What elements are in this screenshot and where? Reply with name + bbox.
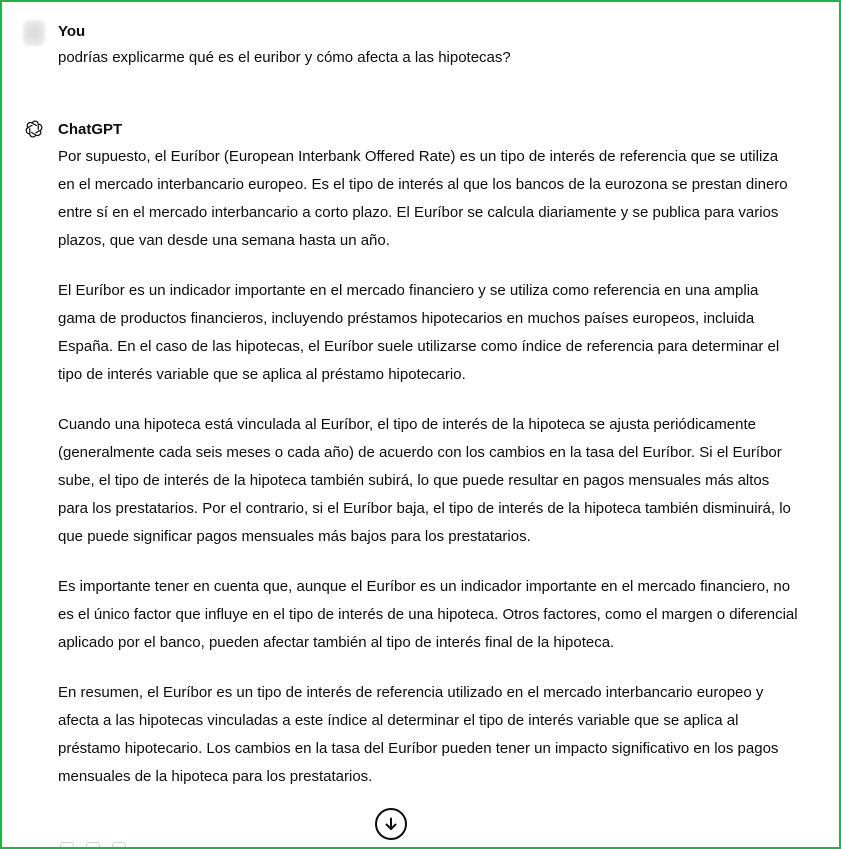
- copy-icon[interactable]: [86, 842, 100, 849]
- assistant-message-text: [58, 143, 798, 813]
- assistant-paragraph: Por supuesto, el Euríbor (European Interbank Offered Rate) es un tipo de interés de referencia que se utiliza en el mercado interbancario europeo. Es el tipo de interés al que los bancos de la eurozona se prestan dinero entre sí en el mercado interbancario a corto plazo. El Euríbor se calcula diariamente y se publica para varios plazos, que van desde una semana hasta un año.: [58, 148, 788, 249]
- user-author-name: You: [58, 23, 86, 40]
- assistant-author-name: ChatGPT: [58, 121, 123, 138]
- assistant-paragraph: El Euríbor es un indicador importante en el mercado financiero y se utiliza como referencia en una amplia gama de productos financieros, incluyendo préstamos hipotecarios en muchos países europeos, incluida España. En el caso de las hipotecas, el Euríbor suele utilizarse como índice de referencia para determinar el tipo de interés variable que se aplica al préstamo hipotecario.: [58, 282, 780, 383]
- assistant-paragraph: En resumen, el Euríbor es un tipo de interés de referencia utilizado en el mercado interbancario europeo y afecta a las hipotecas vinculadas a este índice al determinar el tipo de interés variable que se aplica al préstamo hipotecario. Los cambios en la tasa del Euríbor pueden tener un impacto significativo en los pagos mensuales de la hipoteca para los prestatarios.: [58, 684, 779, 785]
- message-actions: [60, 842, 126, 849]
- regenerate-icon[interactable]: [112, 842, 126, 849]
- assistant-paragraph: Cuando una hipoteca está vinculada al Euríbor, el tipo de interés de la hipoteca se ajusta periódicamente (generalmente cada seis meses o cada año) de acuerdo con los cambios en la tasa del Euríbor. Si el Euríbor sube, el tipo de interés de la hipoteca también subirá, lo que puede resultar en pagos mensuales más altos para los prestatarios. Por el contrario, si el Euríbor baja, el tipo de interés de la hipoteca también disminuirá, lo que puede significar pagos mensuales más bajos para los prestatarios.: [58, 416, 791, 545]
- user-avatar: [23, 20, 45, 46]
- assistant-paragraph: Es importante tener en cuenta que, aunque el Euríbor es un indicador importante en el mercado financiero, no es el único factor que influye en el tipo de interés de una hipoteca. Otros factores, como el margen o diferencial aplicado por el banco, pueden afectar también al tipo de interés final de la hipoteca.: [58, 578, 798, 651]
- user-message-text: podrías explicarme qué es el euribor y cómo afecta a las hipotecas?: [58, 49, 511, 66]
- scroll-to-bottom-button[interactable]: [375, 808, 407, 840]
- openai-logo-icon: [23, 118, 45, 140]
- arrow-down-icon: [383, 816, 399, 832]
- speaker-icon[interactable]: [60, 842, 74, 849]
